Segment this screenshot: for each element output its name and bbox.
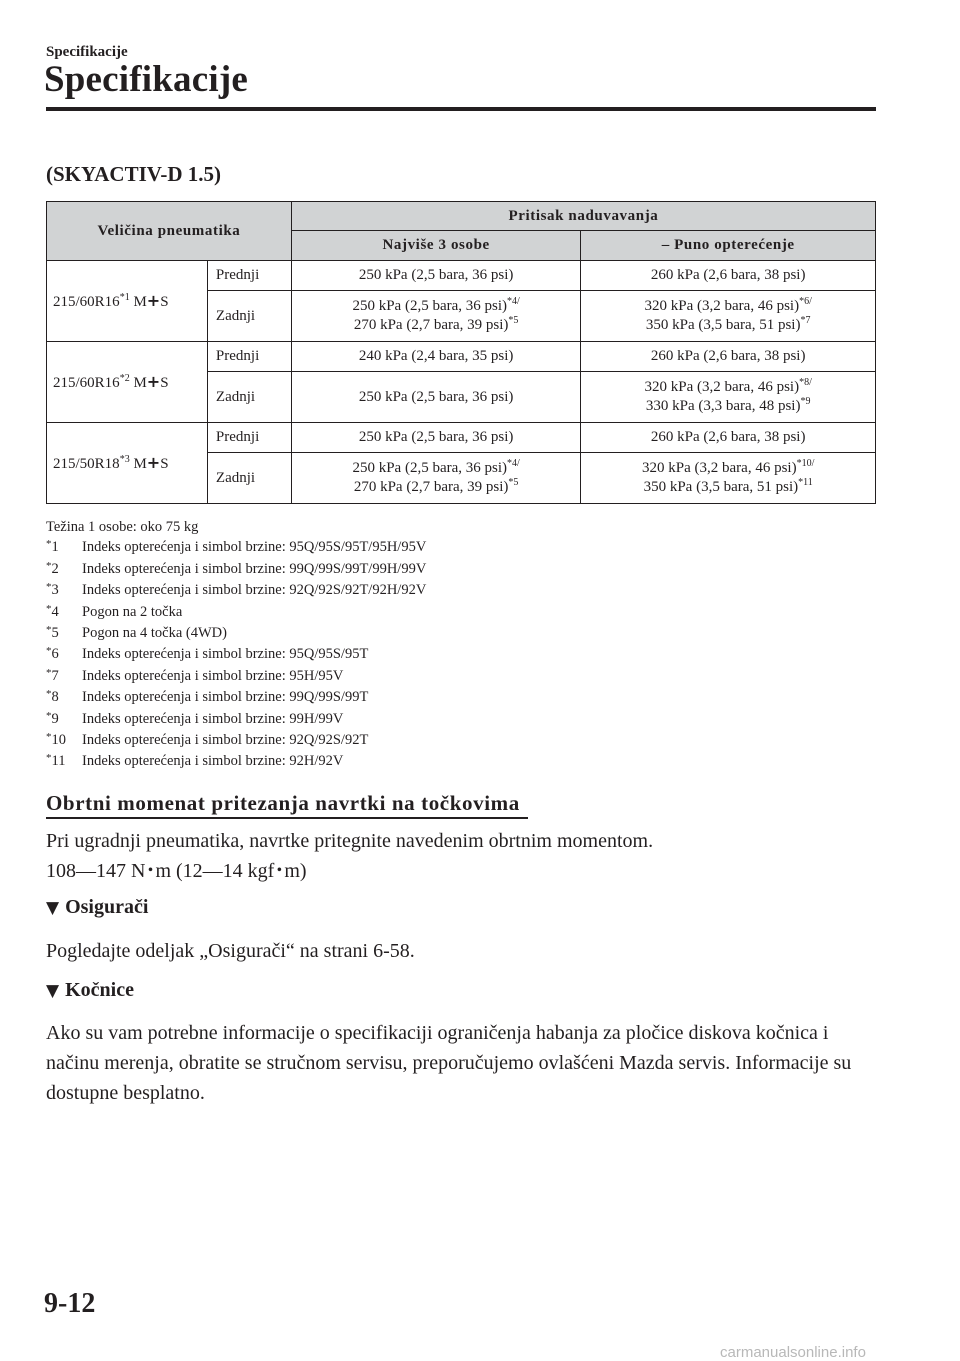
header-inflation-pressure: Pritisak naduvavanja: [291, 202, 875, 231]
footnote-text: Indeks opterećenja i simbol brzine: 95Q/95S/95T/95H/95V: [82, 539, 427, 556]
page-title: Specifikacije: [44, 59, 249, 100]
torque-heading: Obrtni momenat pritezanja navrtki na točkovima: [46, 791, 520, 815]
triangle-down-icon: ▼: [46, 981, 60, 1001]
watermark: carmanualsonline.info: [720, 1344, 866, 1361]
footnote-text: Indeks opterećenja i simbol brzine: 92H/92V: [82, 753, 344, 770]
table-row: [47, 261, 876, 291]
brakes-heading: ▼ Kočnice: [46, 979, 134, 1001]
pressure-cell: 320 kPa (3,2 bara, 46 psi)$^{*8/}$ 330 kPa (3,3 bara, 48 psi)$^{*9}$: [581, 372, 876, 423]
footnote-marker: *9: [46, 709, 59, 727]
footnote-item: [46, 687, 426, 708]
plus-icon: +: [146, 290, 161, 310]
footnote-text: Indeks opterećenja i simbol brzine: 99H/99V: [82, 710, 344, 727]
footnote-marker: *7: [46, 666, 59, 684]
page-number: 9-12: [44, 1288, 96, 1319]
pressure-cell: 320 kPa (3,2 bara, 46 psi)$^{*6/}$ 350 kPa (3,5 bara, 51 psi)$^{*7}$: [581, 291, 876, 342]
footnote-item: [46, 559, 426, 580]
footnote-marker: *10: [46, 731, 66, 749]
footnotes: [46, 517, 426, 773]
fuses-heading: ▼ Osigurači: [46, 896, 149, 918]
position-rear: Zadnji: [207, 291, 291, 342]
pressure-cell: 240 kPa (2,4 bara, 35 psi): [291, 342, 581, 372]
footnote-text: Pogon na 2 točka: [82, 603, 183, 620]
fuses-text: Pogledajte odeljak „Osigurači“ na strani 6-58.: [46, 940, 415, 962]
table-row: [47, 342, 876, 372]
position-rear: Zadnji: [207, 453, 291, 504]
footnote-item: [46, 580, 426, 601]
position-front: Prednji: [207, 423, 291, 453]
footnote-item: [46, 537, 426, 558]
pressure-cell: 320 kPa (3,2 bara, 46 psi)$^{*10/}$ 350 kPa (3,5 bara, 51 psi)$^{*11}$: [581, 453, 876, 504]
brakes-text: Ako su vam potrebne informacije o specifikaciji ograničenja habanja za pločice diskova kočnica i načinu merenja, obratite se stručnom servisu, preporučujemo ovlašćeni Mazda servis. Informacije su dostupne besplatno.: [46, 1022, 852, 1104]
footnote-text: Indeks opterećenja i simbol brzine: 92Q/92S/92T/92H/92V: [82, 582, 427, 599]
tire-pressure-table: [46, 201, 876, 504]
tire-size-cell: 215/60R16$^{*1}$ M+S: [47, 261, 208, 342]
footnote-marker: *8: [46, 688, 59, 706]
pressure-cell: 260 kPa (2,6 bara, 38 psi): [581, 342, 876, 372]
footnote-marker: *4: [46, 602, 59, 620]
pressure-cell: 260 kPa (2,6 bara, 38 psi): [581, 423, 876, 453]
tire-size-cell: 215/50R18$^{*3}$ M+S: [47, 423, 208, 504]
plus-icon: +: [146, 371, 161, 391]
footnote-item: [46, 751, 426, 772]
footnote-item: [46, 644, 426, 665]
header-tire-size: Veličina pneumatika: [47, 202, 292, 261]
footnote-item: [46, 666, 426, 687]
title-divider: [46, 107, 876, 111]
plus-icon: +: [146, 452, 161, 472]
footnote-list: [46, 537, 426, 772]
pressure-cell: 250 kPa (2,5 bara, 36 psi): [291, 261, 581, 291]
footnote-text: Indeks opterećenja i simbol brzine: 95Q/95S/95T: [82, 646, 369, 663]
position-rear: Zadnji: [207, 372, 291, 423]
weight-note: Težina 1 osobe: oko 75 kg: [46, 519, 199, 535]
footnote-item: [46, 602, 426, 623]
footnote-item: [46, 709, 426, 730]
footnote-item: [46, 730, 426, 751]
footnote-marker: *2: [46, 559, 59, 577]
footnote-text: Indeks opterećenja i simbol brzine: 99Q/99S/99T/99H/99V: [82, 560, 427, 577]
pressure-cell: 250 kPa (2,5 bara, 36 psi)$^{*4/}$ 270 kPa (2,7 bara, 39 psi)$^{*5}$: [291, 291, 581, 342]
triangle-down-icon: ▼: [46, 898, 60, 918]
position-front: Prednji: [207, 261, 291, 291]
footnote-marker: *6: [46, 645, 59, 663]
pressure-cell: 250 kPa (2,5 bara, 36 psi): [291, 372, 581, 423]
footnote-marker: *5: [46, 624, 59, 642]
footnote-item: [46, 623, 426, 644]
footnote-text: Pogon na 4 točka (4WD): [82, 625, 227, 642]
pressure-cell: 250 kPa (2,5 bara, 36 psi): [291, 423, 581, 453]
footnote-marker: *11: [46, 752, 66, 770]
torque-value: 108―147 N･m (12―14 kgf･m): [46, 860, 307, 882]
footnote-marker: *3: [46, 581, 59, 599]
pressure-cell: 260 kPa (2,6 bara, 38 psi): [581, 261, 876, 291]
tire-size-cell: 215/60R16$^{*2}$ M+S: [47, 342, 208, 423]
header-up-to-3-persons: Najviše 3 osobe: [291, 231, 581, 261]
position-front: Prednji: [207, 342, 291, 372]
running-head: Specifikacije: [46, 44, 128, 60]
header-full-load: – Puno opterećenje: [581, 231, 876, 261]
torque-heading-underline: [46, 817, 528, 819]
table-row: [47, 423, 876, 453]
section-heading: (SKYACTIV-D 1.5): [46, 162, 222, 186]
footnote-text: Indeks opterećenja i simbol brzine: 92Q/92S/92T: [82, 732, 369, 749]
torque-text: Pri ugradnji pneumatika, navrtke pritegnite navedenim obrtnim momentom.: [46, 830, 654, 852]
footnote-marker: *1: [46, 538, 59, 556]
footnote-text: Indeks opterećenja i simbol brzine: 95H/95V: [82, 667, 344, 684]
footnote-text: Indeks opterećenja i simbol brzine: 99Q/99S/99T: [82, 689, 369, 706]
pressure-cell: 250 kPa (2,5 bara, 36 psi)$^{*4/}$ 270 kPa (2,7 bara, 39 psi)$^{*5}$: [291, 453, 581, 504]
